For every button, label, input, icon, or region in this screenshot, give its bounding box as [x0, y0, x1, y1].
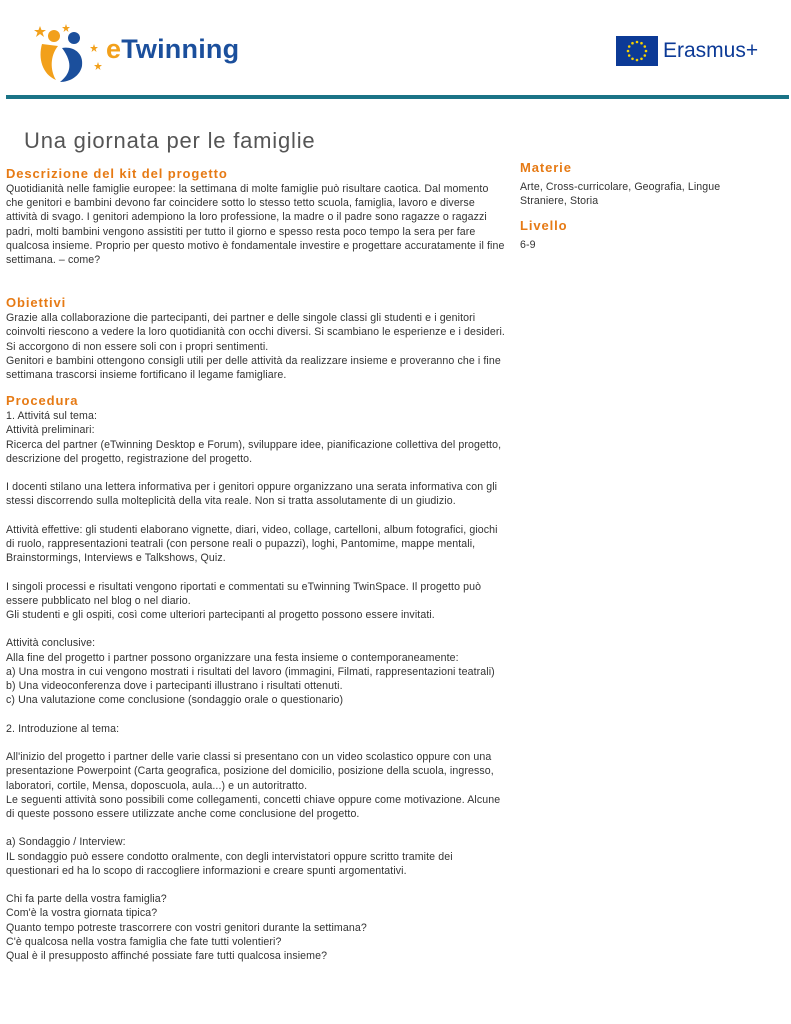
etwinning-figures-icon: [28, 22, 108, 84]
section-text-procedura: 1. Attivitá sul tema: Attività preliminari: Ricerca del partner (eTwinning Desktop e Forum), sviluppare idee, pianificazione collettiva del progetto, descrizione del progetto, registrazione del progetto. I docenti stilano una lettera informativa per i genitori oppure organizzano una serata informativa con gli stessi discorrendo sulla molteplicità della vita reale. Non si tratta assolutamente di un giudizio. Attività effettive: gli studenti elaborano vignette, diari, video, collage, cartelloni, album fotografici, giochi di ruolo, rappresentazioni teatrali (con persone reali o pupazzi), loghi, Pantomime, mappe mentali, Brainstormings, Interviews e Talkshows, Quiz. I singoli processi e risultati vengono riportati e commentati su eTwinning TwinSpace. Il progetto può essere pubblicato nel blog o nel diario. Gli studenti e gli ospiti, così come ulteriori partecipanti al progetto possono essere invitati. Attività conclusive: Alla fine del progetto i partner possono organizzare una festa insieme o contemporaneamente: a) Una mostra in cui vengono mostrati i risultati del lavoro (immagini, Filmati, rappresentazioni teatrali) b) Una videoconferenza dove i partecipanti illustrano i risultati ottenuti. c) Una valutazione come conclusione (sondaggio orale o questionario) 2. Introduzione al tema: All'inizio del progetto i partner delle varie classi si presentano con un video scolastico oppure con una presentazione Powerpoint (Carta geografica, posizione del domicilio, posizione della scuola, ingresso, laboratori, cortile, Mensa, doposcuola, aula...) e un autoritratto. Le seguenti attività sono possibili come collegamenti, concetti chiave oppure come motivazione. Alcune di queste possono essere utilizzate anche come conclusione del progetto. a) Sondaggio / Interview: IL sondaggio può essere condotto oralmente, con degli intervistatori oppure scritto tramite dei questionari ed ha lo scopo di raccogliere informazioni e creare spunti argomentativi. Chi fa parte della vostra famiglia? Com'è la vostra giornata tipica? Quanto tempo potreste trascorrere con vostri genitori durante la settimana? C'è qualcosa nella vostra famiglia che fate tutti volentieri? Qual è il presupposto affinché possiate fare tutti qualcosa insieme?: [6, 410, 502, 962]
main-content: [6, 166, 506, 963]
erasmus-logo[interactable]: [616, 36, 776, 72]
section-heading-procedura: Procedura: [6, 393, 79, 409]
sidebar-heading-materie: Materie: [520, 160, 572, 175]
section-heading-descrizione: Descrizione del kit del progetto: [6, 166, 228, 181]
etwinning-logo[interactable]: [28, 22, 238, 84]
etwinning-logo-text: eTwinning: [106, 34, 240, 64]
page-header: [0, 0, 791, 96]
sidebar: [520, 160, 765, 253]
erasmus-logo-text: Erasmus+: [663, 39, 759, 62]
section-text-descrizione: Quotidianità nelle famiglie europee: la settimana di molte famiglie può risultare caotica. Dal momento che genitori e bambini devono far coincidere sotto lo stesso tetto scuola, famiglia, lavoro e diverse attività di svago. I genitori adempiono la loro professione, la madre o il padre sono ragazze o ragazzi padri, molti bambini vengono assistiti per tutto il giorno e spesso resta poco tempo la sera per fare qualcosa insieme. Proprio per questo motivo è fondamentale investire e progettare accuratamente il fine settimana. – come?: [6, 183, 505, 267]
section-descrizione: [6, 166, 506, 267]
sidebar-livello: [520, 218, 765, 252]
sidebar-materie: [520, 160, 765, 208]
section-obiettivi: [6, 295, 506, 382]
section-procedura: [6, 393, 506, 963]
page-title: Una giornata per le famiglie: [24, 128, 316, 153]
header-divider: [6, 95, 789, 99]
sidebar-heading-livello: Livello: [520, 218, 568, 234]
sidebar-text-livello: 6-9: [520, 239, 536, 252]
section-text-obiettivi: Grazie alla collaborazione die partecipanti, dei partner e delle singole classi gli studenti e i genitori coinvolti riescono a vedere la loro quotidianità con occhi diversi. Si scambiano le esperienze e i desideri. Si accorgono di non essere soli con i propri sentimenti. Genitori e bambini ottengono consigli utili per delle attività da realizzare insieme e proveranno che i fine settimana trascorsi insieme fortificano il legame famigliare.: [6, 312, 505, 382]
sidebar-text-materie: Arte, Cross-curricolare, Geografia, Lingue Straniere, Storia: [520, 181, 721, 208]
section-heading-obiettivi: Obiettivi: [6, 295, 67, 311]
eu-flag-icon: [616, 36, 658, 66]
